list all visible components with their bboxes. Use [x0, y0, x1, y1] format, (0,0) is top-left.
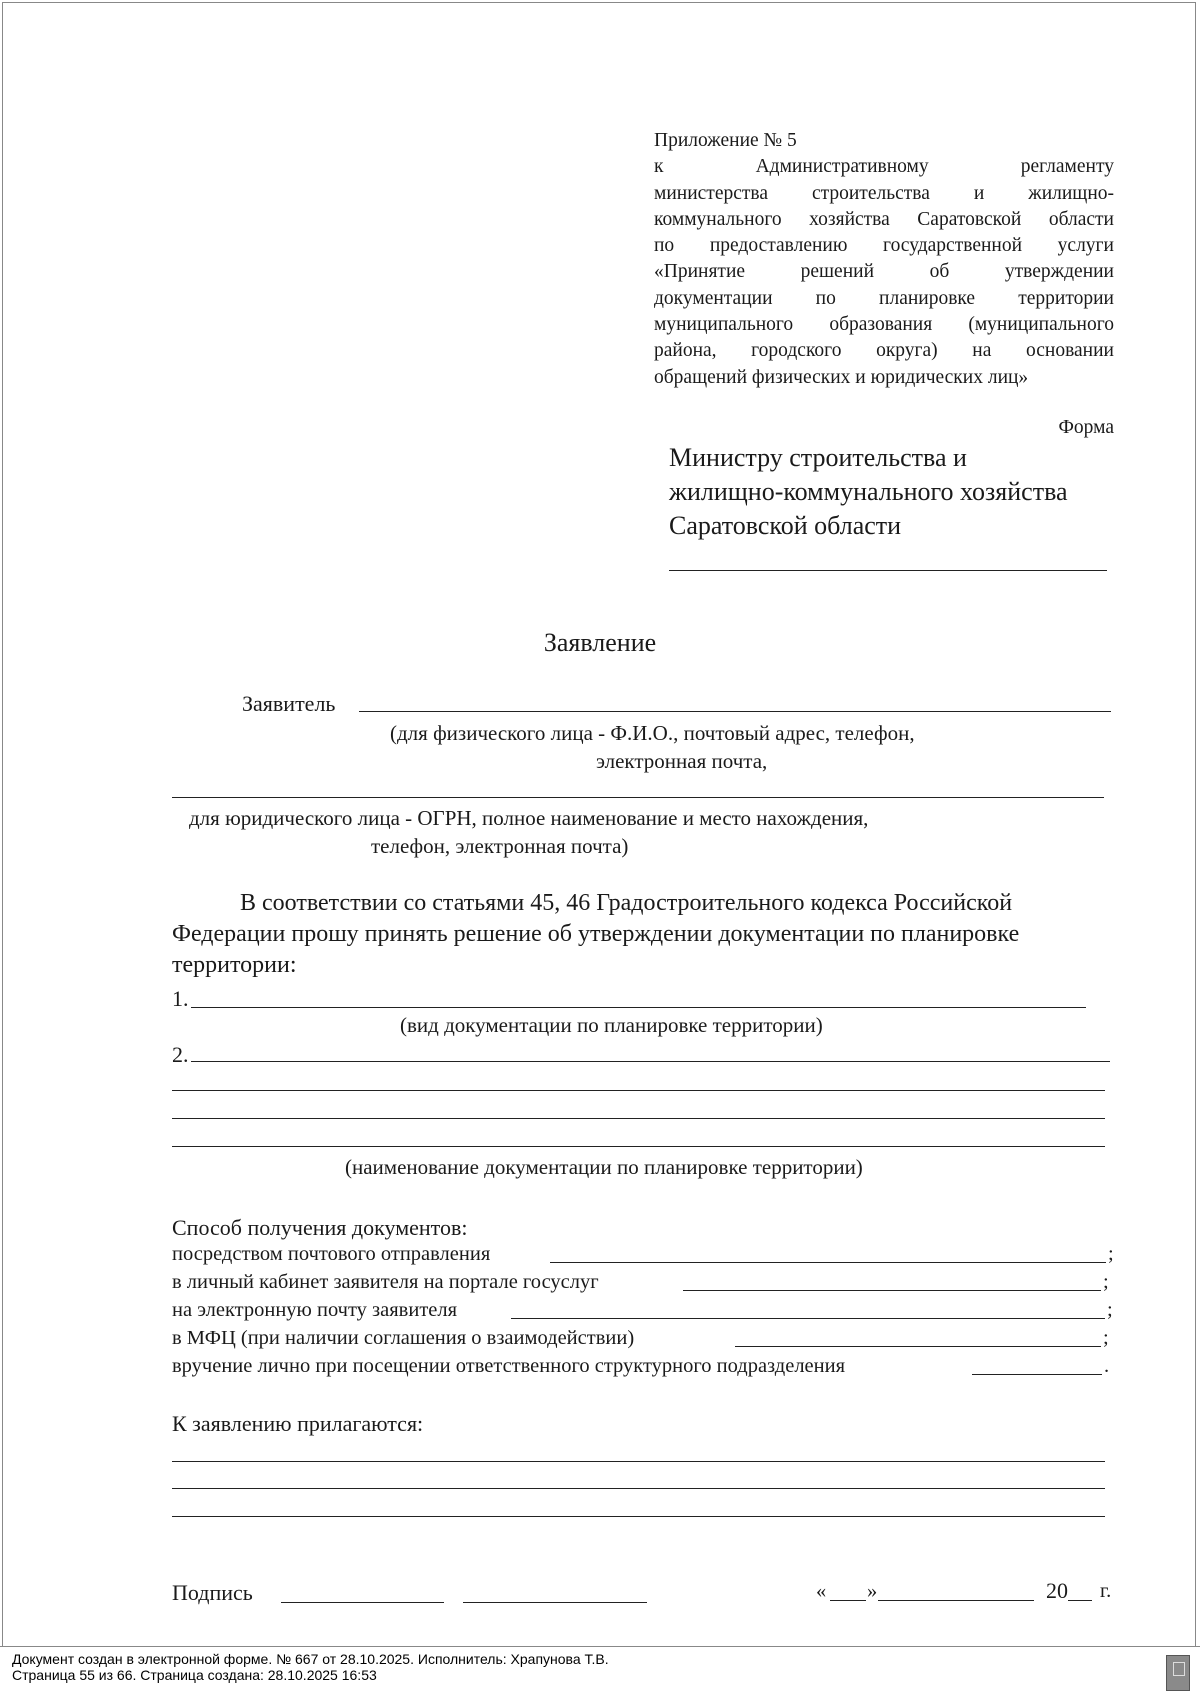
delivery-option-label: вручение лично при посещении ответственного структурного подразделения [172, 1355, 846, 1377]
delivery-option-end: ; [1107, 1299, 1113, 1321]
date-quote-open: « [816, 1580, 827, 1602]
delivery-option-end: ; [1108, 1243, 1114, 1265]
applicant-hint: для юридического лица - ОГРН, полное наименование и место нахождения, [189, 806, 869, 830]
signature-label: Подпись [172, 1580, 253, 1605]
delivery-option-field[interactable] [511, 1318, 1105, 1319]
footer-line: Страница 55 из 66. Страница создана: 28.10.2025 16:53 [12, 1667, 377, 1683]
applicant-hint: телефон, электронная почта) [371, 834, 629, 858]
addressee-block [669, 441, 1068, 543]
applicant-field-line-2[interactable] [172, 797, 1104, 798]
attachment-field-line[interactable] [172, 1516, 1105, 1517]
delivery-option-field[interactable] [735, 1346, 1101, 1347]
document-footer [0, 1646, 1200, 1699]
appendix-line: по предоставлению государственной услуги [654, 235, 1114, 257]
date-day-field[interactable] [830, 1600, 866, 1601]
date-year-suffix: г. [1100, 1580, 1112, 1602]
appendix-line: документации по планировке территории [654, 287, 1114, 309]
delivery-option-field[interactable] [550, 1262, 1106, 1263]
item-number-2: 2. [172, 1042, 189, 1067]
attachments-label: К заявлению прилагаются: [172, 1411, 424, 1436]
addressee-line: Саратовской области [669, 511, 902, 540]
appendix-line: «Принятие решений об утверждении [654, 261, 1114, 283]
footer-line: Документ создан в электронной форме. № 667 от 28.10.2025. Исполнитель: Храпунова Т.В. [12, 1651, 609, 1667]
item-2-hint: (наименование документации по планировке территории) [345, 1155, 863, 1179]
delivery-option-end: . [1104, 1355, 1110, 1377]
date-year-prefix: 20 [1046, 1578, 1068, 1603]
delivery-option-label: в личный кабинет заявителя на портале госуслуг [172, 1271, 599, 1293]
item-2-field-line[interactable] [172, 1118, 1105, 1119]
appendix-line: к Административному регламенту [654, 156, 1114, 178]
addressee-line: Министру строительства и [669, 443, 967, 472]
delivery-option-label: посредством почтового отправления [172, 1243, 491, 1265]
delivery-option-field[interactable] [972, 1374, 1102, 1375]
appendix-line: коммунального хозяйства Саратовской области [654, 208, 1114, 230]
signature-field[interactable] [281, 1602, 444, 1603]
addressee-line: жилищно-коммунального хозяйства [669, 477, 1068, 506]
applicant-hint: электронная почта, [596, 749, 768, 773]
appendix-line: министерства строительства и жилищно- [654, 182, 1114, 204]
attachment-field-line[interactable] [172, 1488, 1105, 1489]
applicant-hint: (для физического лица - Ф.И.О., почтовый адрес, телефон, [390, 721, 915, 745]
request-text: территории: [172, 952, 297, 978]
applicant-field-line[interactable] [359, 711, 1111, 712]
item-2-field-line[interactable] [172, 1146, 1105, 1147]
document-title: Заявление [543, 628, 657, 657]
item-1-field-line[interactable] [191, 1007, 1086, 1008]
delivery-option-end: ; [1103, 1327, 1109, 1349]
addressee-blank-line[interactable] [669, 570, 1107, 571]
footer-text [12, 1651, 609, 1683]
appendix-header: Приложение № 5 [654, 130, 797, 151]
item-number-1: 1. [172, 986, 189, 1011]
date-year-field[interactable] [1068, 1600, 1092, 1601]
delivery-heading: Способ получения документов: [172, 1215, 468, 1240]
appendix-line: района, городского округа) на основании [654, 340, 1114, 362]
item-2-field-line[interactable] [172, 1090, 1105, 1091]
attachment-field-line[interactable] [172, 1461, 1105, 1462]
date-quote-close: » [867, 1580, 878, 1602]
item-1-hint: (вид документации по планировке территории) [400, 1013, 823, 1037]
applicant-label: Заявитель [242, 691, 336, 716]
document-stamp-icon [1166, 1655, 1190, 1691]
request-text: В соответствии со статьями 45, 46 Градостроительного кодекса Российской [240, 890, 1013, 916]
appendix-line: муниципального образования (муниципального [654, 314, 1114, 336]
appendix-line-last: обращений физических и юридических лиц» [654, 366, 1029, 388]
request-text: Федерации прошу принять решение об утверждении документации по планировке [172, 921, 1020, 947]
delivery-option-end: ; [1103, 1271, 1109, 1293]
form-label: Форма [1058, 417, 1114, 438]
date-month-field[interactable] [878, 1600, 1034, 1601]
delivery-option-label: в МФЦ (при наличии соглашения о взаимодействии) [172, 1327, 635, 1349]
signature-name-field[interactable] [463, 1602, 647, 1603]
delivery-option-field[interactable] [683, 1290, 1101, 1291]
delivery-option-label: на электронную почту заявителя [172, 1299, 458, 1321]
item-2-field-line[interactable] [191, 1061, 1110, 1062]
appendix-block [654, 128, 1114, 391]
